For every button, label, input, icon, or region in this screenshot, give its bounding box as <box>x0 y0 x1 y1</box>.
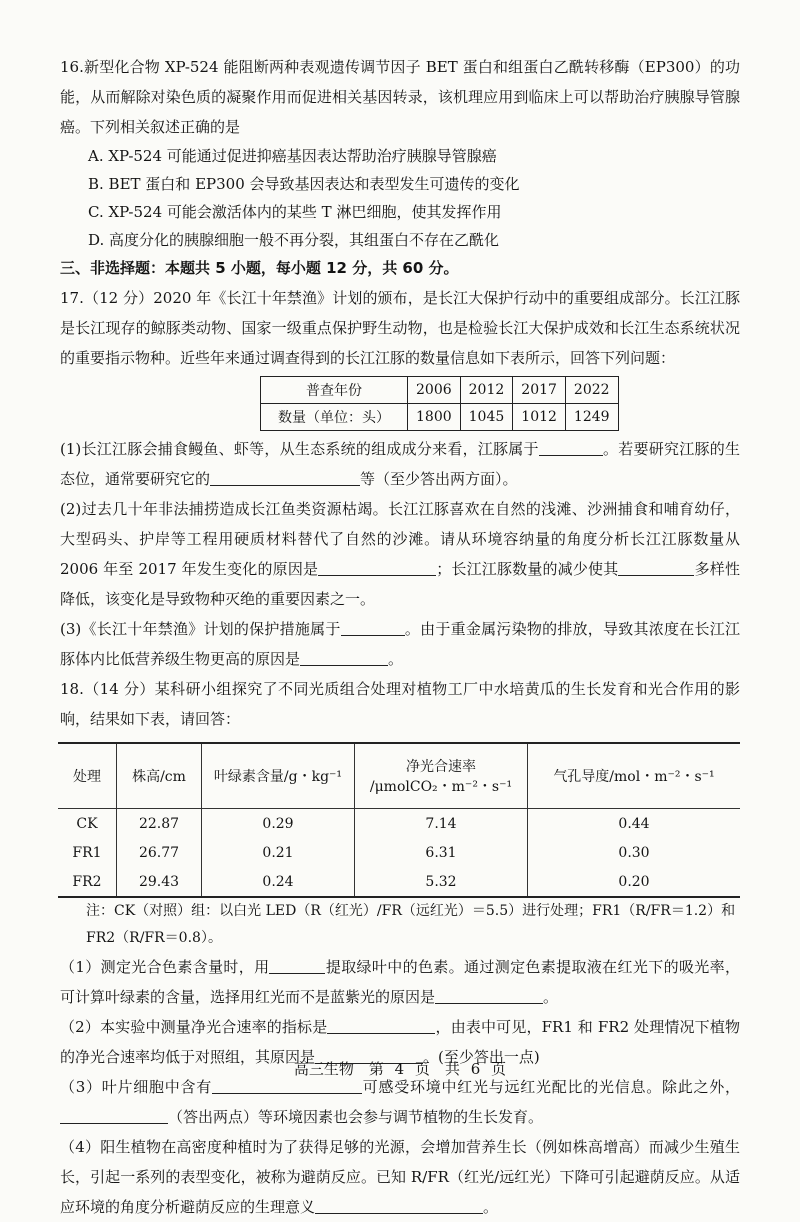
table-cell: 26.77 <box>117 838 202 867</box>
table-note: 注：CK（对照）组：以白光 LED（R（红光）/FR（远红光）＝5.5）进行处理；FR1（R/FR＝1.2）和 FR2（R/FR＝0.8）。 <box>86 903 736 946</box>
table-cell: FR2 <box>58 867 117 897</box>
text: 等（至少答出两方面）。 <box>360 470 518 488</box>
text: 提取绿叶中的色素。通过测定色素提取液在红光下的吸光率，可计算叶绿素的含量，选择用红光而不是蓝紫光的原因是 <box>60 958 740 1006</box>
answer-blank[interactable] <box>210 469 360 486</box>
table-row <box>261 404 619 431</box>
table-cell: 1800 <box>408 404 461 431</box>
table-cell: 29.43 <box>117 867 202 897</box>
table-row <box>58 743 740 809</box>
q16-option-d: D. 高度分化的胰腺细胞一般不再分裂，其组蛋白不存在乙酰化 <box>88 231 500 249</box>
table-row <box>58 809 740 839</box>
table-cell: 1012 <box>513 404 566 431</box>
answer-blank[interactable] <box>435 987 543 1004</box>
answer-blank[interactable] <box>269 957 325 974</box>
q18-part4 <box>60 1132 740 1222</box>
answer-blank[interactable] <box>341 619 405 636</box>
text: 。 <box>543 988 559 1006</box>
table-header-cell: 普查年份 <box>261 377 408 404</box>
text: 。由于重金属污染物的排放，导致其浓度在长江江豚体内比低营养级生物更高的原因是 <box>60 620 740 668</box>
text: 。 <box>483 1198 499 1216</box>
table-cell: FR1 <box>58 838 117 867</box>
table-cell: 0.44 <box>528 809 741 839</box>
table-cell: 0.24 <box>202 867 355 897</box>
porpoise-census-table <box>260 376 619 431</box>
table-header-cell: 数量（单位：头） <box>261 404 408 431</box>
table-cell: 0.29 <box>202 809 355 839</box>
q16-stem: 16.新型化合物 XP-524 能阻断两种表观遗传调节因子 BET 蛋白和组蛋白乙酰转移酶（EP300）的功能，从而解除对染色质的凝聚作用而促进相关基因转录，该机理应用到临床上可以帮助治疗胰腺导管腺癌。下列相关叙述正确的是 <box>60 58 740 136</box>
answer-blank[interactable] <box>60 1107 168 1124</box>
q18-part1 <box>60 952 740 1012</box>
q16-option-a: A. XP-524 可能通过促进抑癌基因表达帮助治疗胰腺导管腺癌 <box>88 147 497 165</box>
q16-option-c: C. XP-524 可能会激活体内的某些 T 淋巴细胞，使其发挥作用 <box>88 203 502 221</box>
text: （答出两点）等环境因素也会参与调节植物的生长发育。 <box>168 1108 544 1126</box>
table-header-cell: 气孔导度/mol・m⁻²・s⁻¹ <box>528 743 741 809</box>
cucumber-light-table <box>58 742 740 898</box>
table-row <box>261 377 619 404</box>
table-cell: 2022 <box>565 377 618 404</box>
text: 多样性降低，该变化是导致物种灭绝的重要因素之一。 <box>60 560 740 608</box>
answer-blank[interactable] <box>315 1197 483 1214</box>
table-header-cell: 处理 <box>58 743 117 809</box>
table-row <box>58 867 740 897</box>
table-row <box>58 838 740 867</box>
text: （1）测定光合色素含量时，用 <box>60 958 270 976</box>
text: (1)长江江豚会捕食鳗鱼、虾等，从生态系统的组成成分来看，江豚属于 <box>60 440 539 458</box>
text: 。若要研究江豚的生态位，通常要研究它的 <box>60 440 740 488</box>
table-cell: 1045 <box>460 404 513 431</box>
q16-option-b: B. BET 蛋白和 EP300 会导致基因表达和表型发生可遗传的变化 <box>88 175 520 193</box>
table-cell: 1249 <box>565 404 618 431</box>
text: (3)《长江十年禁渔》计划的保护措施属于 <box>60 620 341 638</box>
header-line: 净光合速率 <box>406 759 476 775</box>
table-header-cell: 株高/cm <box>117 743 202 809</box>
text: （4）阳生植物在高密度种植时为了获得足够的光源，会增加营养生长（例如株高增高）而减少生殖生长，引起一系列的表型变化，被称为避荫反应。已知 R/FR（红光/远红光）下降可引起避荫反应。从适应环境的角度分析避荫反应的生理意义 <box>60 1138 740 1216</box>
text: 。 <box>388 650 404 668</box>
q18-stem: 18.（14 分）某科研小组探究了不同光质组合处理对植物工厂中水培黄瓜的生长发育和光合作用的影响，结果如下表，请回答： <box>60 680 740 728</box>
table-cell: 2017 <box>513 377 566 404</box>
q17-part3 <box>60 614 740 674</box>
answer-blank[interactable] <box>618 559 694 576</box>
answer-blank[interactable] <box>300 649 388 666</box>
text: （3）叶片细胞中含有 <box>60 1078 213 1096</box>
text: ，由表中可见，FR1 和 FR2 处理情况下植物的净光合速率均低于对照组，其原因是 <box>60 1018 740 1066</box>
table-cell: 6.31 <box>355 838 528 867</box>
table-cell: 5.32 <box>355 867 528 897</box>
table-header-cell <box>355 743 528 809</box>
table-cell: 22.87 <box>117 809 202 839</box>
table-cell: 0.20 <box>528 867 741 897</box>
text: 可感受环境中红光与远红光配比的光信息。除此之外， <box>362 1078 740 1096</box>
table-cell: 7.14 <box>355 809 528 839</box>
table-cell: 0.30 <box>528 838 741 867</box>
q17-part1 <box>60 434 740 494</box>
text: (2)过去几十年非法捕捞造成长江鱼类资源枯竭。长江江豚喜欢在自然的浅滩、沙洲捕食和哺育幼仔，大型码头、护岸等工程用硬质材料替代了自然的沙滩。请从环境容纳量的角度分析长江江豚数量从 2006 年至 2017 年发生变化的原因是 <box>60 500 740 578</box>
text: 。(至少答出一点) <box>423 1048 540 1066</box>
text: （2）本实验中测量净光合速率的指标是 <box>60 1018 328 1036</box>
q17-part2 <box>60 494 740 614</box>
table-header-cell: 叶绿素含量/g・kg⁻¹ <box>202 743 355 809</box>
page-footer: 高三生物 第 4 页 共 6 页 <box>293 1060 507 1078</box>
answer-blank[interactable] <box>539 439 603 456</box>
answer-blank[interactable] <box>318 559 436 576</box>
q17-stem: 17.（12 分）2020 年《长江十年禁渔》计划的颁布，是长江大保护行动中的重要组成部分。长江江豚是长江现存的鲸豚类动物、国家一级重点保护野生动物，也是检验长江大保护成效和长江生态系统状况的重要指示物种。近些年来通过调查得到的长江江豚的数量信息如下表所示，回答下列问题： <box>60 289 740 367</box>
q18-part3 <box>60 1072 740 1132</box>
table-cell: 0.21 <box>202 838 355 867</box>
answer-blank[interactable] <box>327 1017 435 1034</box>
answer-blank[interactable] <box>212 1077 362 1094</box>
table-cell: CK <box>58 809 117 839</box>
table-cell: 2012 <box>460 377 513 404</box>
text: ；长江江豚数量的减少使其 <box>436 560 619 578</box>
section-heading: 三、非选择题：本题共 5 小题，每小题 12 分，共 60 分。 <box>60 259 459 277</box>
header-line: /μmolCO₂・m⁻²・s⁻¹ <box>369 779 513 795</box>
table-cell: 2006 <box>408 377 461 404</box>
